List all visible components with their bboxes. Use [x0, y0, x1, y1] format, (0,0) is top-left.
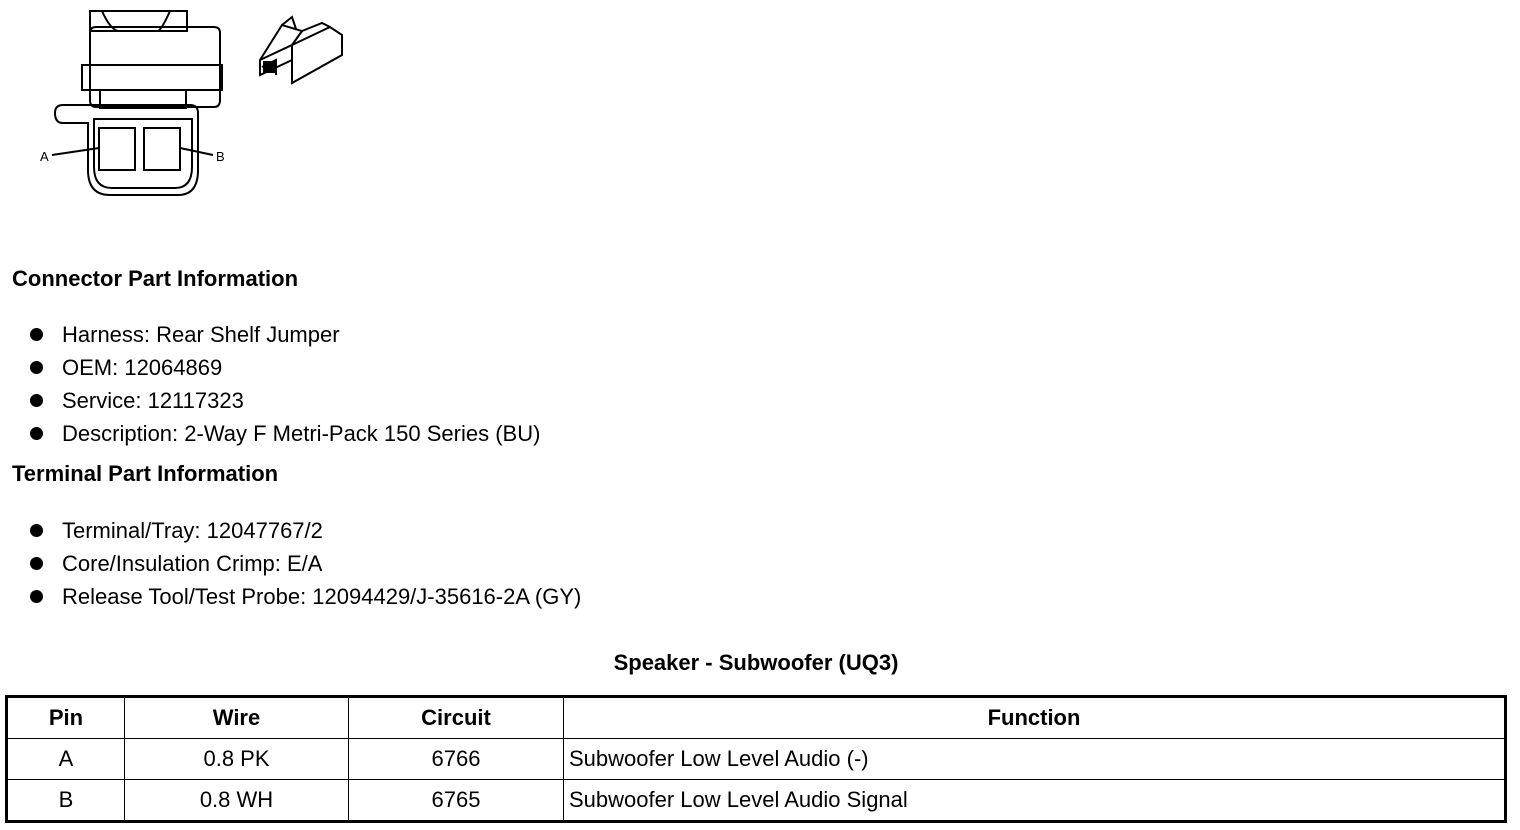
- bullet-icon: [30, 590, 43, 603]
- table-row: [7, 780, 1506, 822]
- pin-label-a: A: [40, 149, 49, 164]
- column-header-pin: Pin: [7, 697, 125, 739]
- bullet-icon: [30, 557, 43, 570]
- column-header-wire: Wire: [125, 697, 349, 739]
- function-cell: Subwoofer Low Level Audio Signal: [564, 780, 1506, 822]
- bullet-icon: [30, 361, 43, 374]
- pinout-table: [5, 695, 1507, 823]
- pin-cell: B: [7, 780, 125, 822]
- connector-diagram: [30, 5, 370, 205]
- pin-label-b: B: [216, 149, 225, 164]
- circuit-cell: 6765: [349, 780, 564, 822]
- pin-cell: A: [7, 739, 125, 780]
- connector-info-heading: Connector Part Information: [12, 266, 299, 291]
- bullet-icon: [30, 427, 43, 440]
- wire-cell: 0.8 WH: [125, 780, 349, 822]
- bullet-icon: [30, 394, 43, 407]
- cavity-b: [144, 128, 180, 170]
- bullet-icon: [30, 524, 43, 537]
- terminal-info-heading: Terminal Part Information: [12, 461, 279, 486]
- column-header-function: Function: [564, 697, 1506, 739]
- table-title: Speaker - Subwoofer (UQ3): [613, 650, 899, 675]
- function-cell: Subwoofer Low Level Audio (-): [564, 739, 1506, 780]
- table-header-row: [7, 697, 1506, 739]
- wire-cell: 0.8 PK: [125, 739, 349, 780]
- column-header-circuit: Circuit: [349, 697, 564, 739]
- circuit-cell: 6766: [349, 739, 564, 780]
- table-row: [7, 739, 1506, 780]
- cavity-a: [99, 128, 135, 170]
- bullet-icon: [30, 328, 43, 341]
